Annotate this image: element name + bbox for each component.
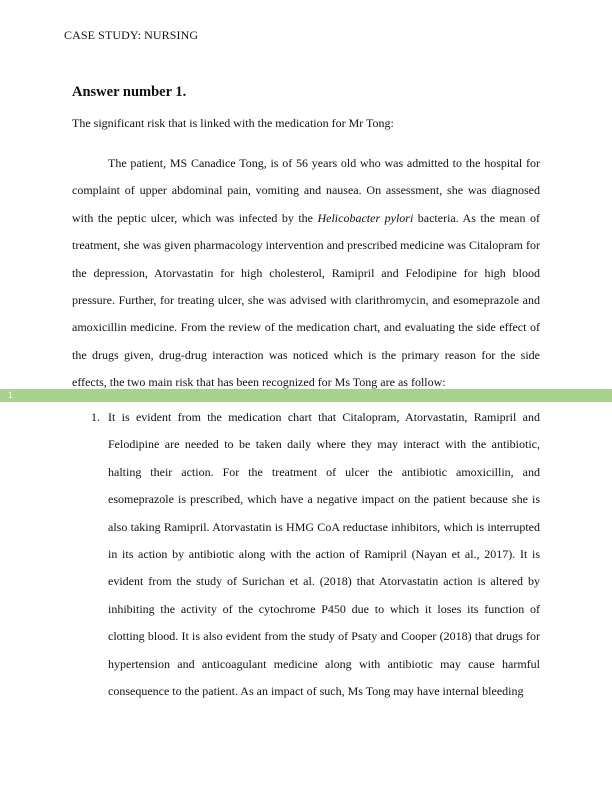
running-head: CASE STUDY: NURSING <box>64 28 199 42</box>
page-number: 1 <box>8 390 14 400</box>
paragraph-italic-term: Helicobacter pylori <box>317 210 414 225</box>
page-break-bar <box>0 389 612 402</box>
paragraph-text-start: The patient, MS Canadice Tong, is of 56 years old who was admitted to the hospital for complaint of upper abdominal pain, vomiting and nausea. On assessment, she was diagnosed with the peptic ulcer, which was infected by the <box>72 156 540 225</box>
paragraph-text-end: bacteria. As the mean of treatment, she was given pharmacology intervention and prescribed medicine was Citalopram for the depression, Atorvastatin for high cholesterol, Ramipril and Felodipine for high blood pressure. Further, for treating ulcer, she was advised with clarithromycin, and esomeprazole and amoxicillin medicine. From the review of the medication chart, and evaluating the side effect of the drugs given, drug-drug interaction was noticed which is the primary reason for the side effects, the two main risk that has been recognized for Ms Tong are as follow: <box>72 210 540 390</box>
intro-sentence: The significant risk that is linked with the medication for Mr Tong: <box>72 116 394 130</box>
body-paragraph <box>72 150 540 397</box>
list-item-number: 1. <box>91 410 100 424</box>
list-item-text: It is evident from the medication chart that Citalopram, Atorvastatin, Ramipril and Felodipine are needed to be taken daily where they may interact with the antibiotic, halting their action. For the treatment of ulcer the antibiotic amoxicillin, and esomeprazole is prescribed, which have a negative impact on the patient because she is also taking Ramipril. Atorvastatin is HMG CoA reductase inhibitors, which is interrupted in its action by antibiotic along with the action of Ramipril (Nayan et al., 2017). It is evident from the study of Surichan et al. (2018) that Atorvastatin action is altered by inhibiting the activity of the cytochrome P450 due to which it loses its function of clotting blood. It is also evident from the study of Psaty and Cooper (2018) that drugs for hypertension and anticoagulant medicine along with antibiotic may cause harmful consequence to the patient. As an impact of such, Ms Tong may have internal bleeding <box>108 410 540 699</box>
section-heading: Answer number 1. <box>72 84 187 100</box>
